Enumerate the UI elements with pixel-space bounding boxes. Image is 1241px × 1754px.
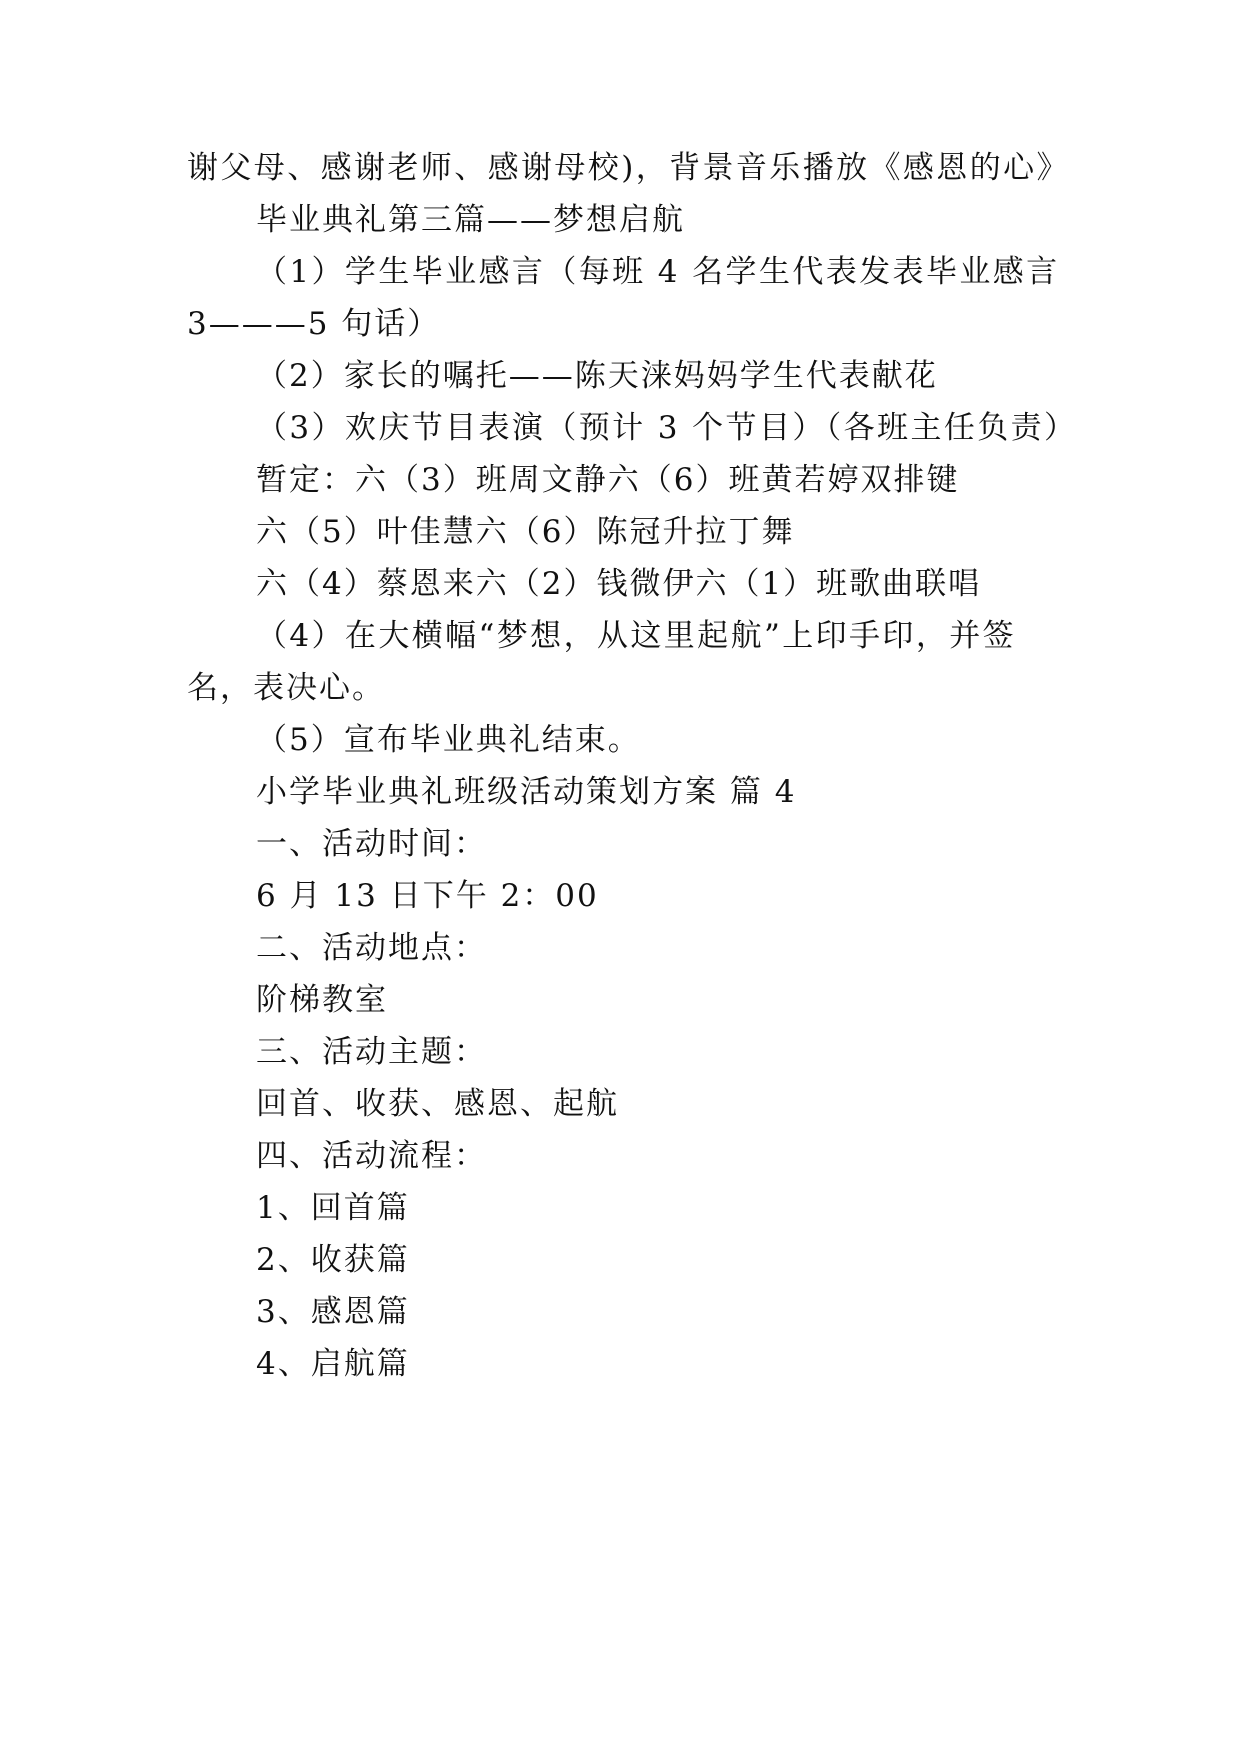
section-heading: 一、活动时间： (256, 826, 487, 862)
section-heading: 四、活动流程： (256, 1138, 487, 1174)
paragraph-line: 6 月 13 日下午 2：00 (256, 878, 599, 914)
paragraph-line: 阶梯教室 (256, 982, 388, 1018)
paragraph-line: 暂定：六（3）班周文静六（6）班黄若婷双排键 (256, 462, 960, 498)
paragraph-line: （1）学生毕业感言（每班 4 名学生代表发表毕业感言 (256, 254, 1060, 290)
paragraph-line: 名，表决心。 (187, 670, 385, 706)
paragraph-line: （4）在大横幅“梦想，从这里起航”上印手印，并签 (256, 618, 1017, 654)
paragraph-line: （2）家长的嘱托——陈天涞妈妈学生代表献花 (256, 358, 938, 394)
list-item: 2、收获篇 (256, 1242, 410, 1278)
section-heading: 二、活动地点： (256, 930, 487, 966)
paragraph-line: 回首、收获、感恩、起航 (256, 1086, 619, 1122)
paragraph-line: 3———5 句话） (187, 306, 441, 342)
list-item: 3、感恩篇 (256, 1294, 410, 1330)
paragraph-line: （5）宣布毕业典礼结束。 (256, 722, 641, 758)
paragraph-line: （3）欢庆节目表演（预计 3 个节目）（各班主任负责） (256, 410, 1078, 446)
section-heading: 三、活动主题： (256, 1034, 487, 1070)
paragraph-line: 谢父母、感谢老师、感谢母校)，背景音乐播放《感恩的心》 (187, 150, 1070, 186)
document-title: 小学毕业典礼班级活动策划方案 篇 4 (256, 774, 797, 810)
section-heading: 毕业典礼第三篇——梦想启航 (256, 202, 685, 238)
paragraph-line: 六（4）蔡恩来六（2）钱微伊六（1）班歌曲联唱 (256, 566, 982, 602)
list-item: 4、启航篇 (256, 1346, 410, 1382)
list-item: 1、回首篇 (256, 1190, 410, 1226)
paragraph-line: 六（5）叶佳慧六（6）陈冠升拉丁舞 (256, 514, 795, 550)
